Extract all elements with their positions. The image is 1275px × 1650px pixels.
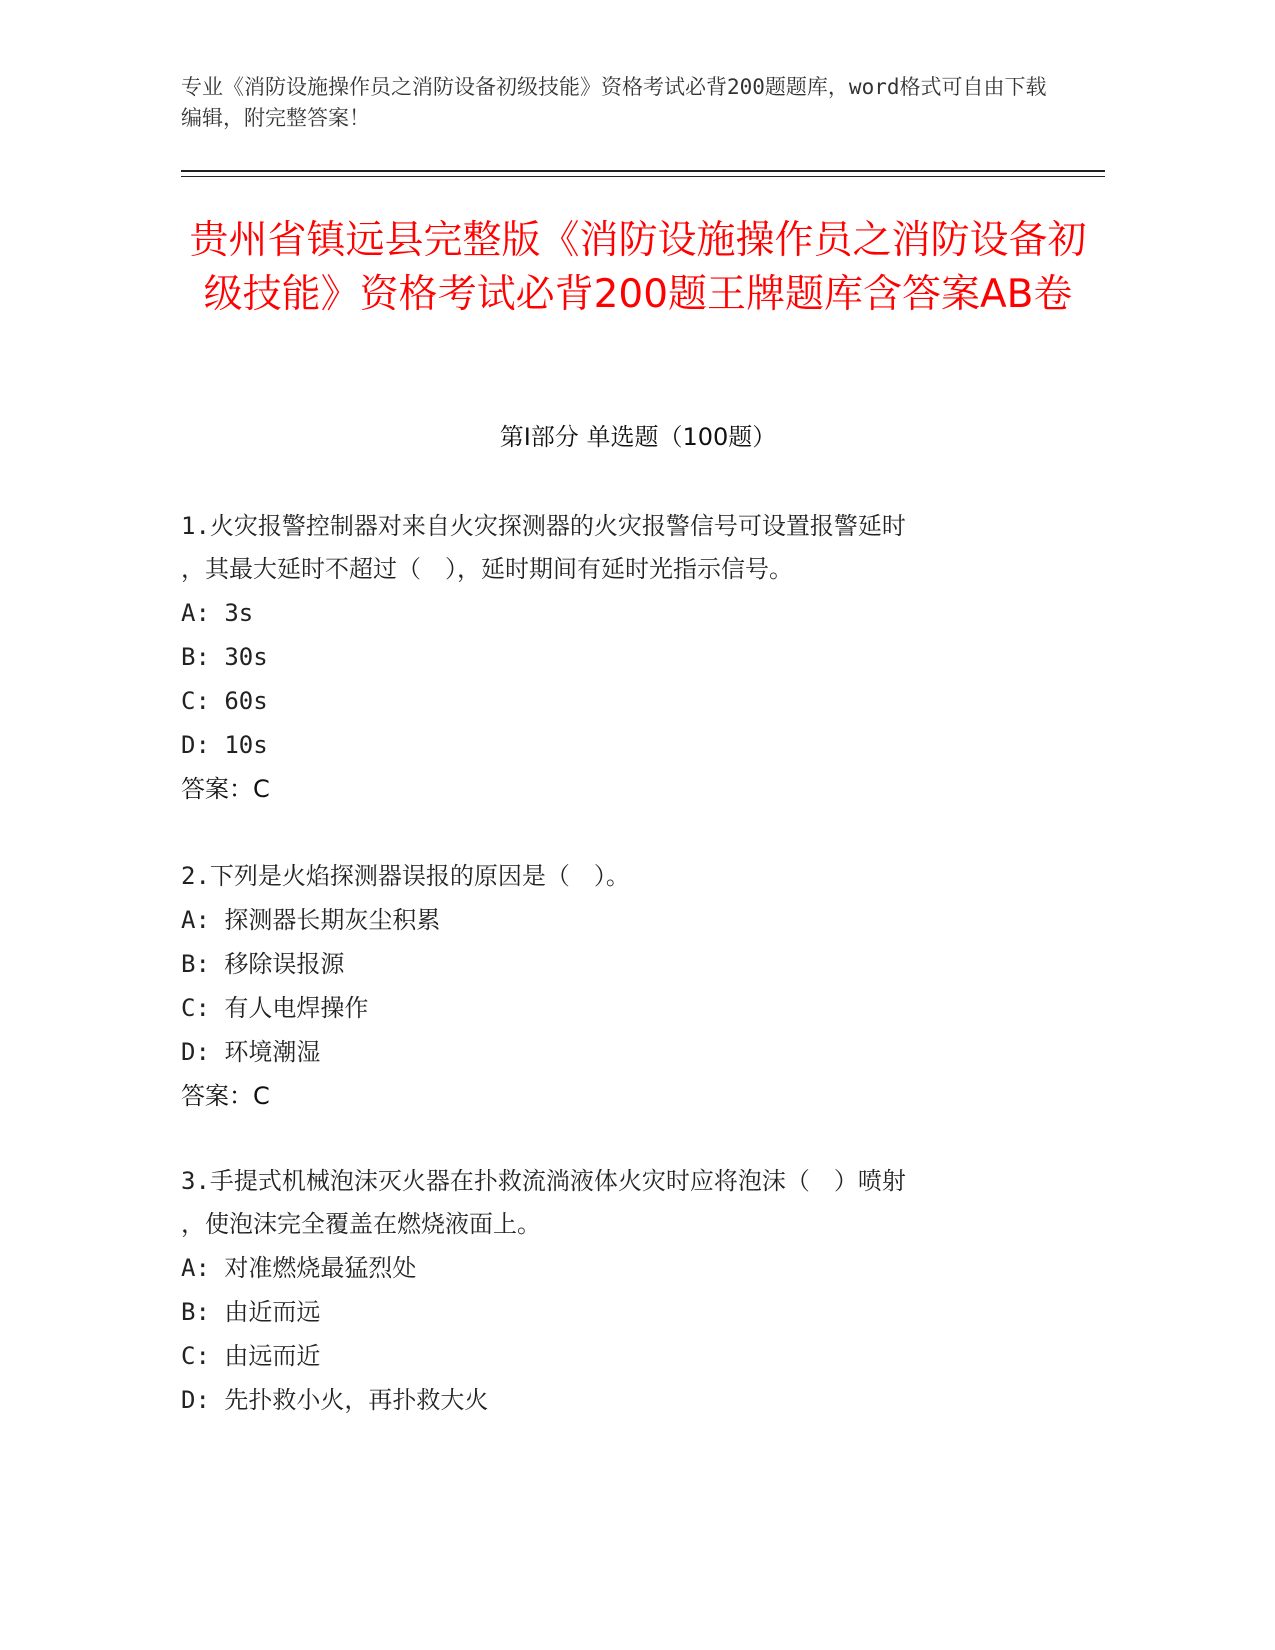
option-a: A: 3s: [181, 599, 254, 627]
option-b: B: 由近而远: [181, 1298, 321, 1326]
option-c: C: 由远而近: [181, 1342, 321, 1370]
question-3: [181, 1160, 1041, 1422]
question-stem-line: 3.手提式机械泡沫灭火器在扑救流淌液体火灾时应将泡沫（ ）喷射: [181, 1167, 906, 1195]
question-stem-line: 1.火灾报警控制器对来自火灾探测器的火灾报警信号可设置报警延时: [181, 512, 906, 540]
answer-line: 答案：C: [181, 775, 270, 803]
question-stem-line: 2.下列是火焰探测器误报的原因是（ ）。: [181, 862, 630, 890]
option-a: A: 探测器长期灰尘积累: [181, 906, 441, 934]
question-1: [181, 505, 1041, 811]
answer-line: 答案：C: [181, 1082, 270, 1110]
option-b: B: 30s: [181, 643, 268, 671]
header-note: 专业《消防设施操作员之消防设备初级技能》资格考试必背200题题库，word格式可自由下载编辑，附完整答案！: [181, 75, 1047, 130]
option-c: C: 有人电焊操作: [181, 994, 369, 1022]
option-d: D: 10s: [181, 731, 268, 759]
question-stem-line: ，使泡沫完全覆盖在燃烧液面上。: [181, 1210, 541, 1238]
header-divider-thin: [181, 176, 1105, 177]
option-d: D: 先扑救小火，再扑救大火: [181, 1386, 489, 1414]
option-c: C: 60s: [181, 687, 268, 715]
question-stem-line: ，其最大延时不超过（ ），延时期间有延时光指示信号。: [181, 555, 793, 583]
header-divider-thick: [181, 170, 1105, 172]
section-heading: 第I部分 单选题（100题）: [499, 423, 777, 451]
option-a: A: 对准燃烧最猛烈处: [181, 1254, 417, 1282]
question-2: [181, 855, 1041, 1118]
option-b: B: 移除误报源: [181, 950, 345, 978]
option-d: D: 环境潮湿: [181, 1038, 321, 1066]
document-title: 贵州省镇远县完整版《消防设施操作员之消防设备初级技能》资格考试必背200题王牌题库含答案AB卷: [189, 218, 1087, 317]
